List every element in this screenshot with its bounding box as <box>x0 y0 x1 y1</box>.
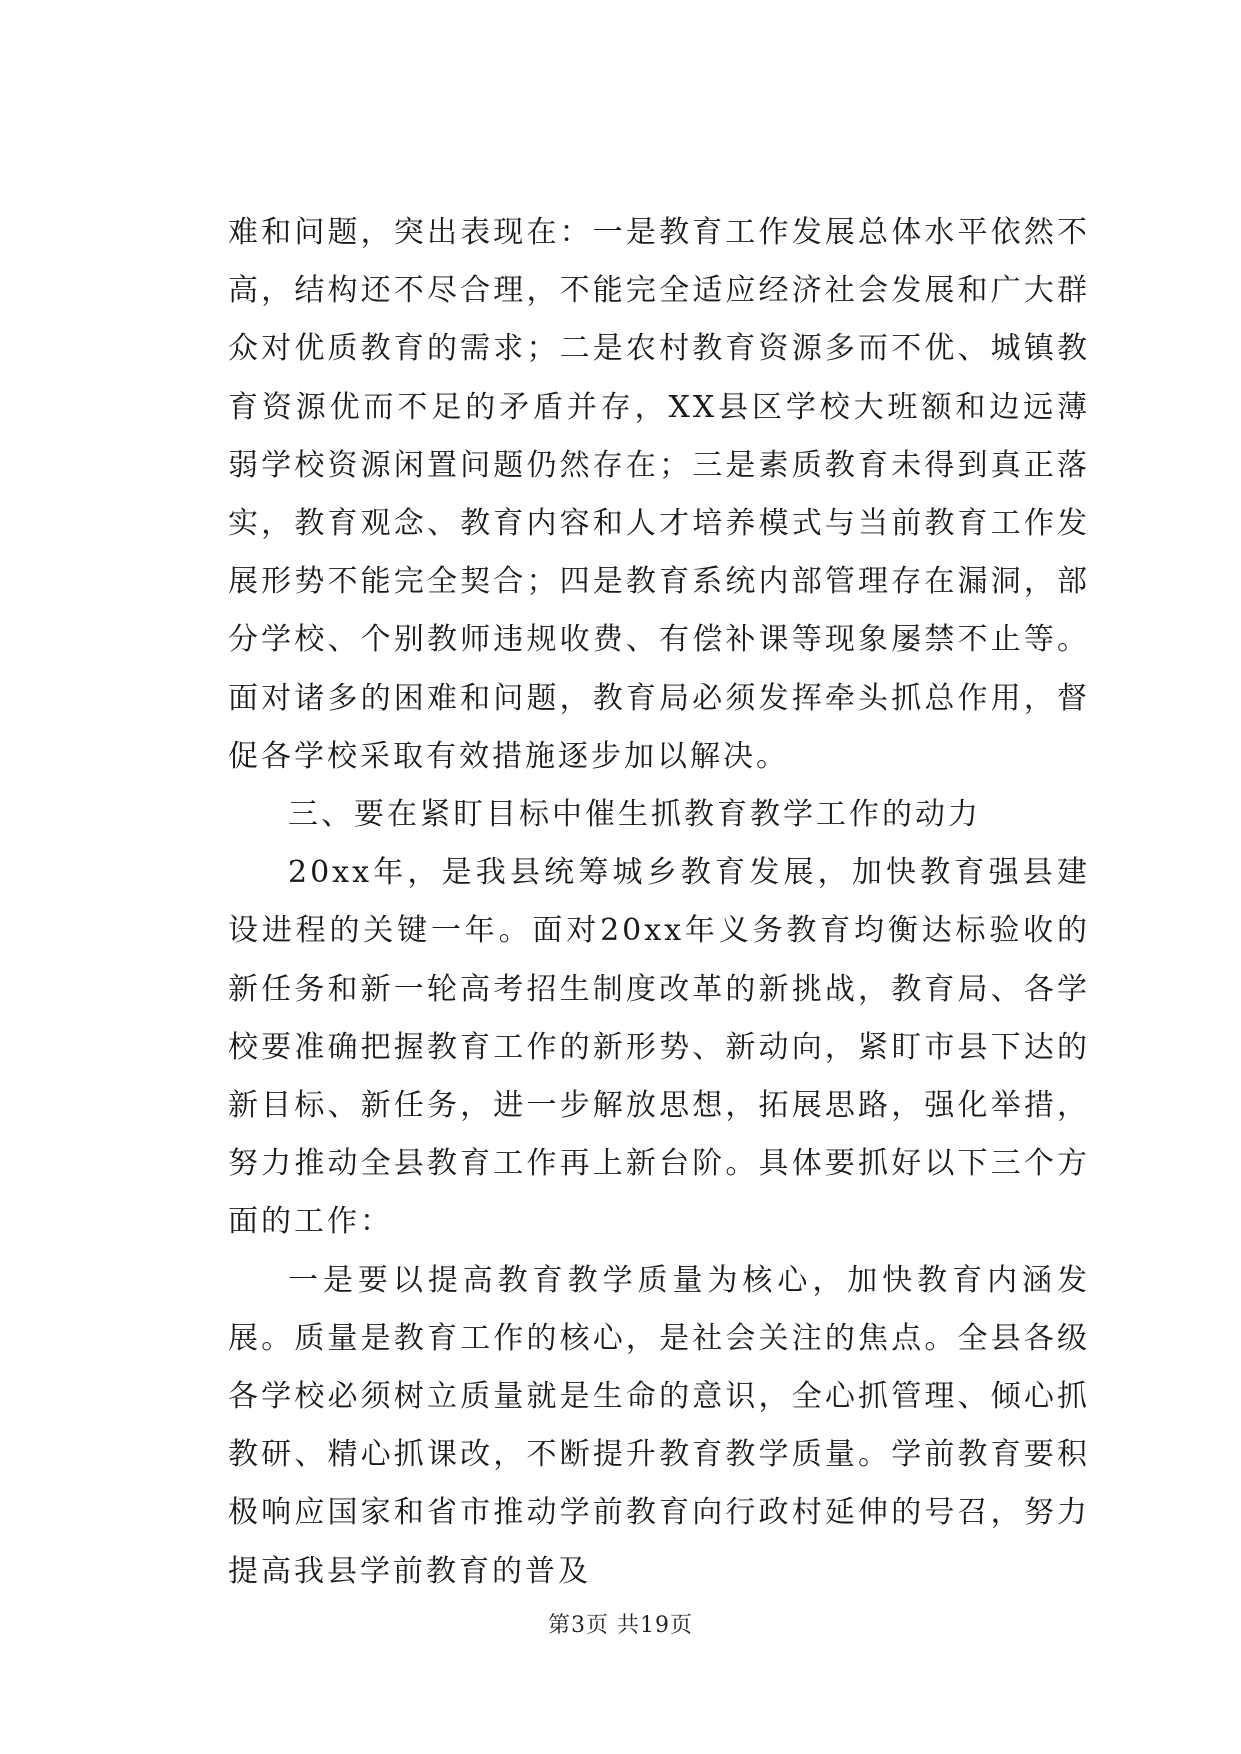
paragraph: 一是要以提高教育教学质量为核心，加快教育内涵发展。质量是教育工作的核心，是社会关注的焦点。全县各级各学校必须树立质量就是生命的意识，全心抓管理、倾心抓教研、精心抓课改，不断提升教育教学质量。学前教育要积极响应国家和省市推动学前教育向行政村延伸的号召，努力提高我县学前教育的普及 <box>228 1262 1090 1589</box>
paragraph: 20xx年，是我县统筹城乡教育发展，加快教育强县建设进程的关键一年。面对20xx年义务教育均衡达标验收的新任务和新一轮高考招生制度改革的新挑战，教育局、各学校要准确把握教育工作的新形势、新动向，紧盯市县下达的新目标、新任务，进一步解放思想，拓展思路，强化举措，努力推动全县教育工作再上新台阶。具体要抓好以下三个方面的工作： <box>228 855 1090 1240</box>
document-body <box>228 204 1090 1601</box>
section-heading: 三、要在紧盯目标中催生抓教育教学工作的动力 <box>288 797 981 833</box>
paragraph-continuation: 难和问题，突出表现在：一是教育工作发展总体水平依然不高，结构还不尽合理，不能完全适应经济社会发展和广大群众对优质教育的需求；二是农村教育资源多而不优、城镇教育资源优而不足的矛盾并存，XX县区学校大班额和边远薄弱学校资源闲置问题仍然存在；三是素质教育未得到真正落实，教育观念、教育内容和人才培养模式与当前教育工作发展形势不能完全契合；四是教育系统内部管理存在漏洞，部分学校、个别教师违规收费、有偿补课等现象屡禁不止等。面对诸多的困难和问题，教育局必须发挥牵头抓总作用，督促各学校采取有效措施逐步加以解决。 <box>228 215 1090 774</box>
page-number-footer: 第3页 共19页 <box>548 1613 693 1638</box>
